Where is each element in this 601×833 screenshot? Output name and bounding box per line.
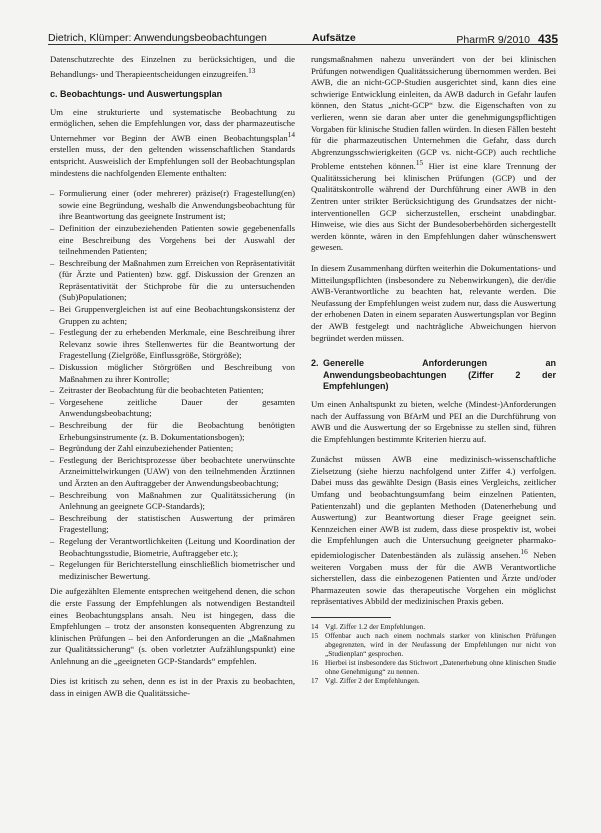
footnote: 17 Vgl. Ziffer 2 der Empfehlungen. <box>311 675 420 685</box>
requirements-list <box>50 188 295 582</box>
footnote: 16 Hierbei ist insbesondere das Stichwort „Datenerhebung ohne klinischen Studie ohne Genehmigung“ zu nennen. <box>311 657 556 676</box>
paragraph <box>50 107 295 179</box>
paragraph: Die aufgezählten Elemente entsprechen weitgehend denen, die schon die erste Fassung der Empfehlungen als notwendigen Bestandteil eines Beobachtungsplans ansah. Neu ist hingegen, dass die Empfehlungen – trotz der ansonsten konsequenten Abgrenzung zu klinischen Prüfungen – bei den Anforderungen an die „Maßnahmen zur Qualitätssicherung“ (s. oben vorletzter Aufzählungspunkt) eine Anlehnung an die „geeigneten GCP-Standards“ empfehlen. <box>50 586 295 666</box>
list-item: – Regelungen für Berichterstellung einschließlich biometrischer und medizinischer Bewertung. <box>50 559 295 581</box>
list-item: – Vorgesehene zeitliche Dauer der gesamten Anwendungsbeobachtung; <box>50 396 295 419</box>
footnotes <box>311 622 556 685</box>
footnote: 14 Vgl. Ziffer 1.2 der Empfehlungen. <box>311 621 426 631</box>
section-title: Generelle Anforderungen an Anwendungsbeobachtungen (Ziffer 2 der Empfehlungen) <box>323 358 556 392</box>
paragraph-text: Hier ist eine klare Trennung der Qualitätssicherung bei klinischen Prüfungen (GCP) und der Qualitätskontrolle während der Durchführung einer AWB in den Zentren unter strikter Berücksichtigung des Grundsatzes der nicht-interventionellen GCP sicherzustellen, erscheint unabdingbar. Hinweise, wie dies aus Sicht der Bundesoberbehörden sichergestellt werden könnte, wären in den Empfehlungen daher wünschenswert gewesen. <box>311 161 556 253</box>
list-item: – Beschreibung von Maßnahmen zur Qualitätssicherung (in Anlehnung an geeignete GCP-Standards); <box>50 489 295 512</box>
page-number: 435 <box>537 32 558 46</box>
footnote-ref: 15 <box>415 159 424 168</box>
section-heading: c. Beobachtungs- und Auswertungsplan <box>50 89 223 100</box>
right-column <box>311 54 556 685</box>
footnote: 15 Offenbar auch nach einem nochmals starker von klinischen Prüfungen abgegrenzten, wird in der Neufassung der Empfehlungen nur nicht von „Studienplan“ gesprochen. <box>311 630 556 658</box>
paragraph-text: Neben weiteren Vorgaben muss der für die AWB Verantwortliche sicherstellen, dass die einbezogenen Patienten und Ärzte und/oder Pharmazeuten sowie das therapeutische Vorgehen ein möglichst repräsentatives Abbild der medizinischen Praxis geben. <box>311 549 556 607</box>
section-number: 2. <box>311 358 319 369</box>
footnote-rule <box>311 617 391 618</box>
section-label: Aufsätze <box>312 32 356 44</box>
list-item: – Festlegung der Berichtsprozesse über beobachtete unerwünschte Arzneimittelwirkungen (UAW) von den teilnehmenden Ärztinnen und Ärzten an den Auftraggeber der Anwendungsbeobachtung; <box>50 454 295 488</box>
paragraph-text: rungsmaßnahmen nahezu unverändert von der bei klinischen Prüfungen notwendigen Qualitätssicherung übernommen werden. Bei AWB, die an nicht-GCP-Studien ausgerichtet sind, kann dies eine schwierige Entwicklung einleiten, da AWB dadurch in Gefahr laufen können, den Status „nicht-GCP“ bzw. die Eigenschaften von zu verlieren, wenn sie daran aber unter die genehmigungspflichtigen Vorgaben für klinische Studien fallen würden. In diesen Fällen besteht für die pharmazeutischen Unternehmen die Gefahr, dass durch Abgrenzungsschwierigkeiten (GCP vs. nicht-GCP) auch rechtliche Probleme entstehen können. <box>311 54 556 172</box>
paragraph: Dies ist kritisch zu sehen, denn es ist in der Praxis zu beobachten, dass in einigen AWB die Qualitätssiche- <box>50 676 295 699</box>
paragraph <box>311 454 556 608</box>
list-item: – Beschreibung der statistischen Auswertung der primären Fragestellung; <box>50 512 295 535</box>
paragraph: In diesem Zusammenhang dürften weiterhin die Dokumentations- und Mitteilungspflichten (insbesondere zu Nebenwirkungen), die der/die AWB-Verantwortliche zu beachten hat, relevante werden. Die Neufassung der Empfehlungen weist zudem nur, dass die Auswertung der erhobenen Daten in einem separaten Auswertungsplan vor Beginn der AWB festgelegt und nachträgliche Abweichungen hiervon begründet werden müssen. <box>311 262 556 343</box>
paragraph-text: erstellen muss, der den geltenden wissenschaftlichen Standards entspricht. Ausweislich der Empfehlungen soll der Beobachtungsplan mindestens die nachfolgenden Elemente enthalten: <box>50 144 295 178</box>
list-item: – Begründung der Zahl einzubeziehender Patienten; <box>50 443 234 454</box>
list-item: – Bei Gruppenvergleichen ist auf eine Beobachtungskonsistenz der Gruppen zu achten; <box>50 304 295 326</box>
list-item: – Regelung der Verantwortlichkeiten (Leitung und Koordination der Beobachtungsstudie, Biometrie, Auftraggeber etc.); <box>50 535 295 558</box>
left-column <box>50 54 295 709</box>
header-rule <box>48 44 558 45</box>
list-item: – Beschreibung der für die Beobachtung benötigten Erhebungsinstrumente (z. B. Dokumentationsbogen); <box>50 420 295 442</box>
list-item: – Formulierung einer (oder mehrerer) präzise(r) Fragestellung(en) sowie eine Begründung, weshalb die Anwendungsbeobachtung für ihre Beantwortung das geeignete Instrument ist; <box>50 188 295 222</box>
paragraph <box>50 54 295 80</box>
running-head-authors: Dietrich, Klümper: Anwendungsbeobachtungen <box>48 32 267 44</box>
section-heading <box>311 358 556 393</box>
paragraph: Um einen Anhaltspunkt zu bieten, welche (Mindest-)Anforderungen nach der Auffassung von BfArM und PEI an die Durchführung von AWB und die Auswertung der so Ergebnisse zu stellen sind, führen die Empfehlungen bestimmte Kriterien hierzu auf. <box>311 398 556 444</box>
paragraph-text: Datenschutzrechte des Einzelnen zu berücksichtigen, und die Behandlungs- und Therapieentscheidungen einzugreifen. <box>50 54 295 79</box>
list-item: – Festlegung der zu erhebenden Merkmale, eine Beschreibung ihrer Relevanz sowie ihres Stellenwertes für die Beantwortung der Fragestellung (Zielgröße, Einflussgröße, Störgröße); <box>50 327 295 361</box>
footnote-ref: 14 <box>287 130 295 139</box>
list-item: – Beschreibung der Maßnahmen zum Erreichen von Repräsentativität (für Ärzte und Patienten) bzw. ggf. Diskussion der Grenzen an Repräsentativität der Stichprobe für die zu untersuchenden (Sub)Populationen; <box>50 257 295 303</box>
footnote-ref: 16 <box>520 548 528 557</box>
issue-label: PharmR 9/2010 <box>456 34 530 46</box>
list-item: – Zeitraster der Beobachtung für die beobachteten Patienten; <box>50 385 264 396</box>
footnote-ref: 13 <box>248 66 256 75</box>
paragraph <box>311 54 556 254</box>
list-item: – Diskussion möglicher Störgrößen und Beschreibung von Maßnahmen zu ihrer Kontrolle; <box>50 362 295 384</box>
paragraph-text: Zunächst müssen AWB eine medizinisch-wissenschaftliche Zielsetzung (siehe hierzu nachfolgend unter Ziffer 4.) verfolgen. Dabei muss das gewählte Design (Basis eines Vergleichs, zeitlicher Umfang und beobachtungsumfang beim einzelnen Patienten, Patientenzahl) und die geplanten Methoden (Datenerhebung und Auswertung) zur Beantwortung dieser Frage geeignet sein. Kennzeichen einer AWB ist zudem, dass diese prospektiv ist, wobei die Empfehlungen auch die Untersuchung geeigneter pharmako-epidemiologischer Datenbeständen als zulässig ansehen. <box>311 454 556 560</box>
list-item: – Definition der einzubeziehenden Patienten sowie gegebenenfalls eine Beschreibung des Vorgehens bei der Auswahl der teilnehmenden Patienten; <box>50 222 295 257</box>
paragraph-text: Um eine strukturierte und systematische Beobachtung zu ermöglichen, sehen die Empfehlungen vor, dass der pharmazeutische Unternehmer vor Beginn der AWB einen Beobachtungsplan <box>50 106 295 143</box>
